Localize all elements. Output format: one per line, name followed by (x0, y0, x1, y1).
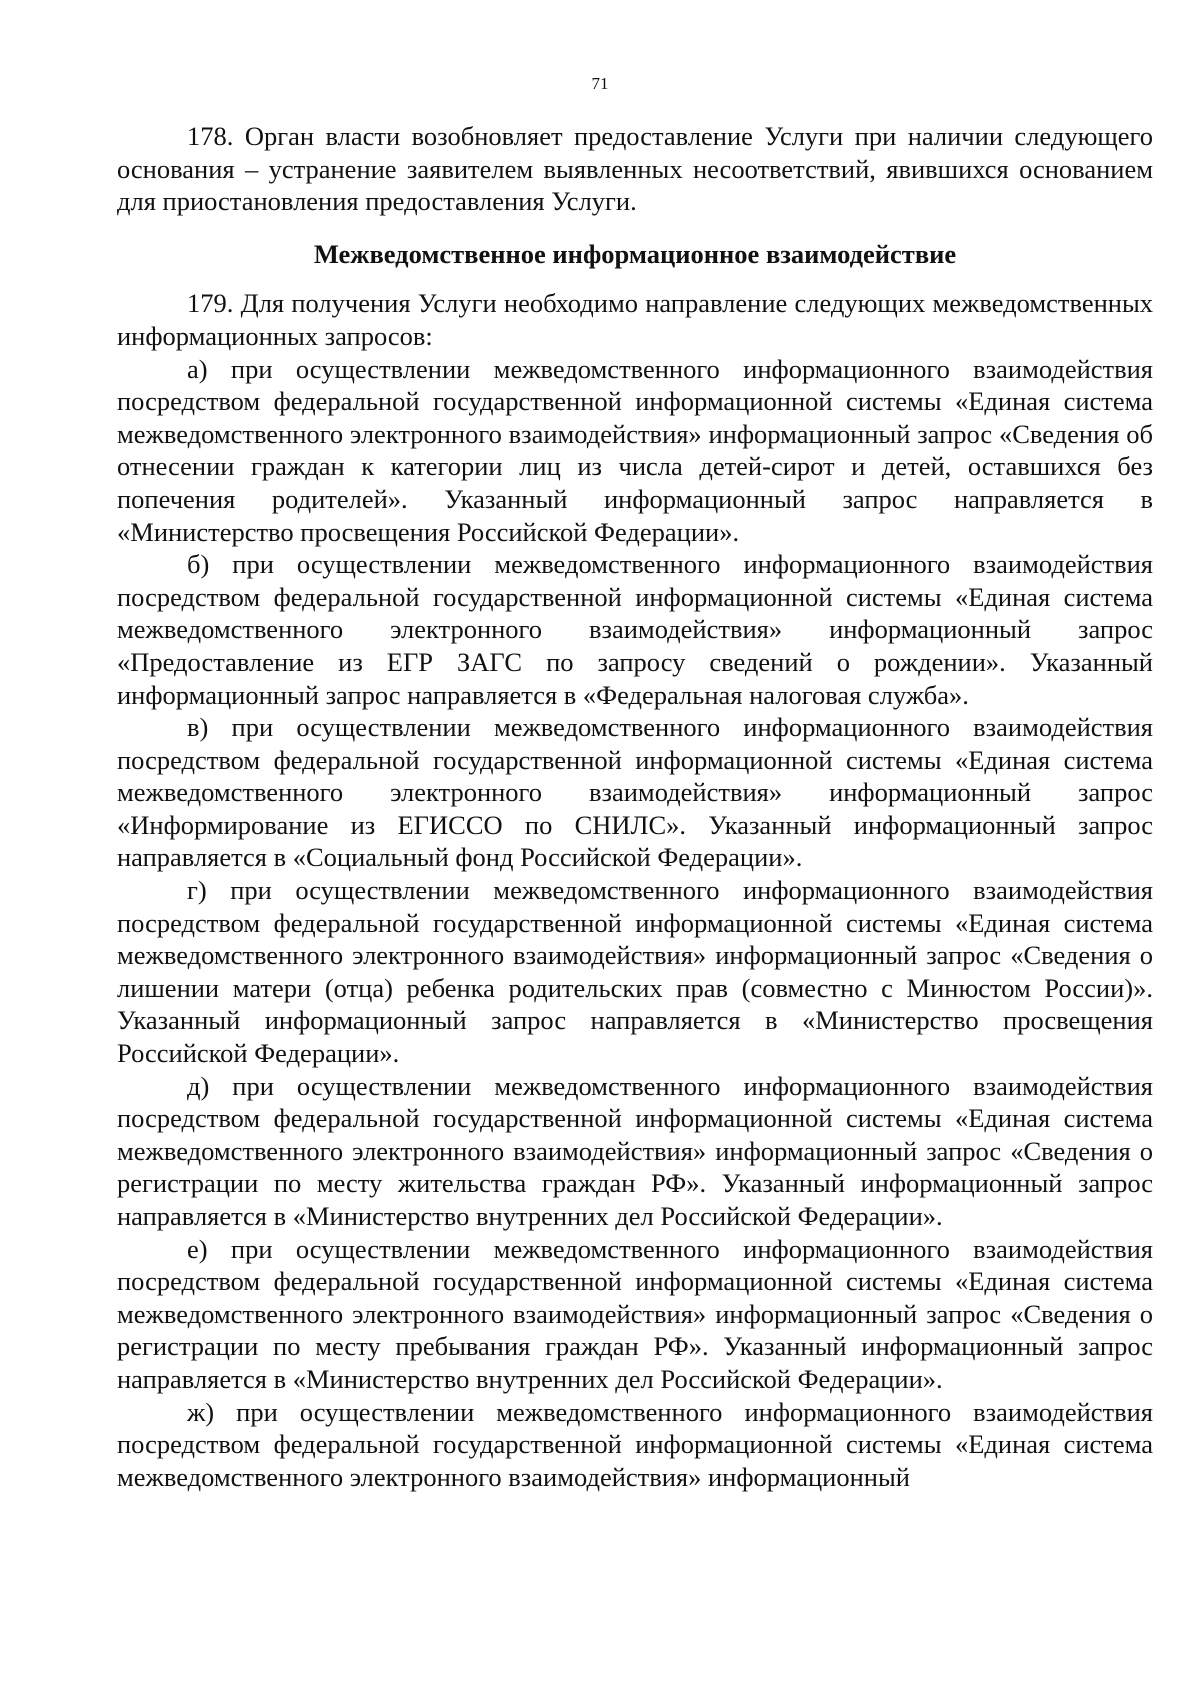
section-heading: Межведомственное информационное взаимодействие (313, 238, 957, 269)
subparagraph-e: е) при осуществлении межведомственного информационного взаимодействия посредством федеральной государственной информационной системы «Единая система межведомственного электронного взаимодействия» информационный запрос «Сведения о регистрации по месту пребывания граждан РФ». Указанный информационный запрос направляется в «Министерство внутренних дел Российской Федерации». (117, 1233, 1153, 1394)
subparagraph-b: б) при осуществлении межведомственного информационного взаимодействия посредством федеральной государственной информационной системы «Единая система межведомственного электронного взаимодействия» информационный запрос «Предоставление из ЕГР ЗАГС по запросу сведений о рождении». Указанный информационный запрос направляется в «Федеральная налоговая служба». (117, 549, 1153, 710)
paragraph-178: 178. Орган власти возобновляет предоставление Услуги при наличии следующего основания – устранение заявителем выявленных несоответствий, явившихся основанием для приостановления предоставления Услуги. (117, 121, 1153, 217)
subparagraph-d: д) при осуществлении межведомственного информационного взаимодействия посредством федеральной государственной информационной системы «Единая система межведомственного электронного взаимодействия» информационный запрос «Сведения о регистрации по месту жительства граждан РФ». Указанный информационный запрос направляется в «Министерство внутренних дел Российской Федерации». (117, 1070, 1153, 1231)
subparagraph-g: г) при осуществлении межведомственного информационного взаимодействия посредством федеральной государственной информационной системы «Единая система межведомственного электронного взаимодействия» информационный запрос «Сведения о лишении матери (отца) ребенка родительских прав (совместно с Минюстом России)». Указанный информационный запрос направляется в «Министерство просвещения Российской Федерации». (117, 875, 1153, 1069)
paragraph-179: 179. Для получения Услуги необходимо направление следующих межведомственных информационных запросов: (117, 288, 1153, 351)
subparagraph-v: в) при осуществлении межведомственного информационного взаимодействия посредством федеральной государственной информационной системы «Единая система межведомственного электронного взаимодействия» информационный запрос «Информирование из ЕГИССО по СНИЛС». Указанный информационный запрос направляется в «Социальный фонд Российской Федерации». (117, 712, 1153, 873)
subparagraph-zh: ж) при осуществлении межведомственного информационного взаимодействия посредством федеральной государственной информационной системы «Единая система межведомственного электронного взаимодействия» информационный (117, 1396, 1153, 1492)
subparagraph-a: а) при осуществлении межведомственного информационного взаимодействия посредством федеральной государственной информационной системы «Единая система межведомственного электронного взаимодействия» информационный запрос «Сведения об отнесении граждан к категории лиц из числа детей-сирот и детей, оставшихся без попечения родителей». Указанный информационный запрос направляется в «Министерство просвещения Российской Федерации». (117, 353, 1153, 547)
page-number: 71 (591, 74, 609, 93)
document-body (117, 120, 1153, 1493)
